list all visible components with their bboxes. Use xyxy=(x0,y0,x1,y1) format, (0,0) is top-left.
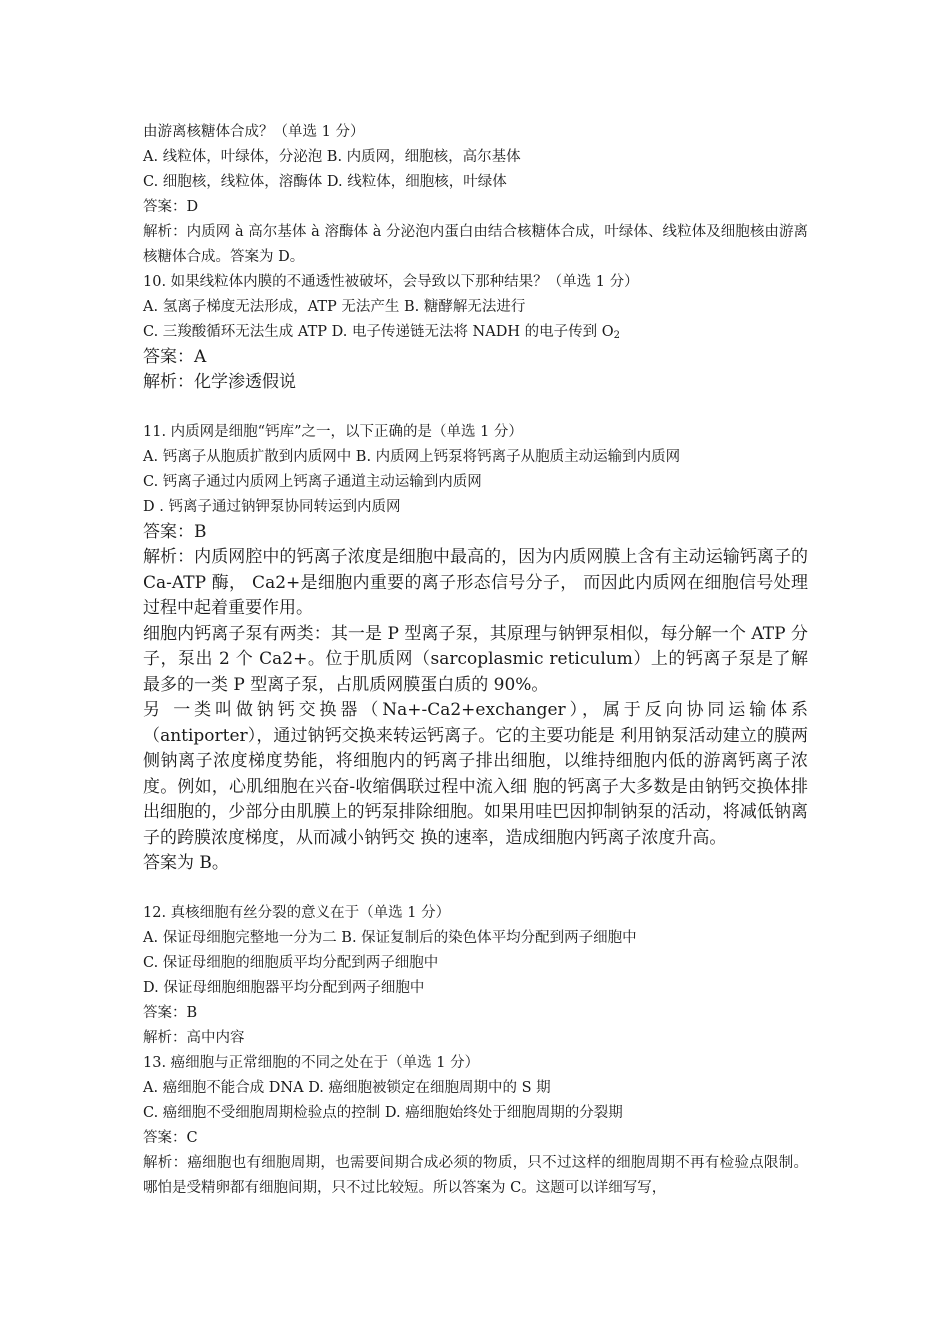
q11-analysis-p3: 另 一类叫做钠钙交换器（Na+-Ca2+exchanger），属于反向协同运输体系（antiporter），通过钠钙交换来转运钙离子。它的主要功能是 利用钠泵活动建立的膜两侧钠离子浓度梯度势能，将细胞内的钙离子排出细胞，以维持细胞内低的游离钙离子浓度。例如，心肌细胞在兴奋-收缩偶联过程中流入细 胞的钙离子大多数是由钠钙交换体排出细胞的，少部分由肌膜上的钙泵排除细胞。如果用哇巴因抑制钠泵的活动，将减低钠离子的跨膜浓度梯度，从而减小钠钙交 换的速率，造成细胞内钙离子浓度升高。 xyxy=(143,700,808,848)
q10-options-cd-text: C. 三羧酸循环无法生成 ATP D. 电子传递链无法将 NADH 的电子传到 O xyxy=(143,324,614,340)
q10-options-cd xyxy=(143,320,808,345)
spacer xyxy=(143,876,808,901)
q11-option-c: C. 钙离子通过内质网上钙离子通道主动运输到内质网 xyxy=(143,474,482,490)
q11-answer: 答案：B xyxy=(143,522,207,542)
q11-analysis-p1: 解析：内质网腔中的钙离子浓度是细胞中最高的，因为内质网膜上含有主动运输钙离子的 Ca-ATP 酶， Ca2+是细胞内重要的离子形态信号分子， 而因此内质网在细胞信号处理过程中起着重要作用。 xyxy=(143,547,808,618)
spacer xyxy=(143,395,808,420)
q12-analysis: 解析：高中内容 xyxy=(143,1030,245,1046)
q12-option-d: D. 保证母细胞细胞器平均分配到两子细胞中 xyxy=(143,980,425,996)
q9-answer: 答案：D xyxy=(143,199,199,215)
q10-stem: 10. 如果线粒体内膜的不通透性被破坏，会导致以下那种结果？（单选 1 分） xyxy=(143,274,639,290)
q11-analysis-p2: 细胞内钙离子泵有两类：其一是 P 型离子泵，其原理与钠钾泵相似，每分解一个 ATP 分子，泵出 2 个 Ca2+。位于肌质网（sarcoplasmic reticulum）上的钙离子泵是了解最多的一类 P 型离子泵，占肌质网膜蛋白质的 90%。 xyxy=(143,623,808,695)
q12-answer: 答案：B xyxy=(143,1005,198,1021)
q13-options-ab: A. 癌细胞不能合成 DNA D. 癌细胞被锁定在细胞周期中的 S 期 xyxy=(143,1080,551,1096)
q10-analysis: 解析：化学渗透假说 xyxy=(143,372,296,392)
q10-subscript: 2 xyxy=(613,330,620,341)
q9-stem: 由游离核糖体合成？（单选 1 分） xyxy=(143,124,365,140)
q12-stem: 12. 真核细胞有丝分裂的意义在于（单选 1 分） xyxy=(143,905,451,921)
q13-analysis: 解析：癌细胞也有细胞周期，也需要间期合成必须的物质，只不过这样的细胞周期不再有检验点限制。哪怕是受精卵都有细胞间期，只不过比较短。所以答案为 C。这题可以详细写写， xyxy=(143,1155,808,1196)
q11-stem: 11. 内质网是细胞“钙库”之一，以下正确的是（单选 1 分） xyxy=(143,424,523,440)
q10-options-ab: A. 氢离子梯度无法形成，ATP 无法产生 B. 糖酵解无法进行 xyxy=(143,299,526,315)
q9-options-ab: A. 线粒体，叶绿体，分泌泡 B. 内质网，细胞核，高尔基体 xyxy=(143,149,521,165)
q13-stem: 13. 癌细胞与正常细胞的不同之处在于（单选 1 分） xyxy=(143,1055,480,1071)
q13-answer: 答案：C xyxy=(143,1130,198,1146)
q12-options-ab: A. 保证母细胞完整地一分为二 B. 保证复制后的染色体平均分配到两子细胞中 xyxy=(143,930,637,946)
q13-options-cd: C. 癌细胞不受细胞周期检验点的控制 D. 癌细胞始终处于细胞周期的分裂期 xyxy=(143,1105,623,1121)
q9-analysis: 解析：内质网 à 高尔基体 à 溶酶体 à 分泌泡内蛋白由结合核糖体合成，叶绿体、线粒体及细胞核由游离核糖体合成。答案为 D。 xyxy=(143,224,808,265)
q10-answer: 答案：A xyxy=(143,347,207,367)
q11-option-d: D . 钙离子通过钠钾泵协同转运到内质网 xyxy=(143,499,401,515)
document-body xyxy=(143,120,808,1201)
q11-options-ab: A. 钙离子从胞质扩散到内质网中 B. 内质网上钙泵将钙离子从胞质主动运输到内质网 xyxy=(143,449,681,465)
q11-conclusion: 答案为 B。 xyxy=(143,853,229,873)
q12-option-c: C. 保证母细胞的细胞质平均分配到两子细胞中 xyxy=(143,955,439,971)
q9-options-cd: C. 细胞核，线粒体，溶酶体 D. 线粒体，细胞核，叶绿体 xyxy=(143,174,507,190)
